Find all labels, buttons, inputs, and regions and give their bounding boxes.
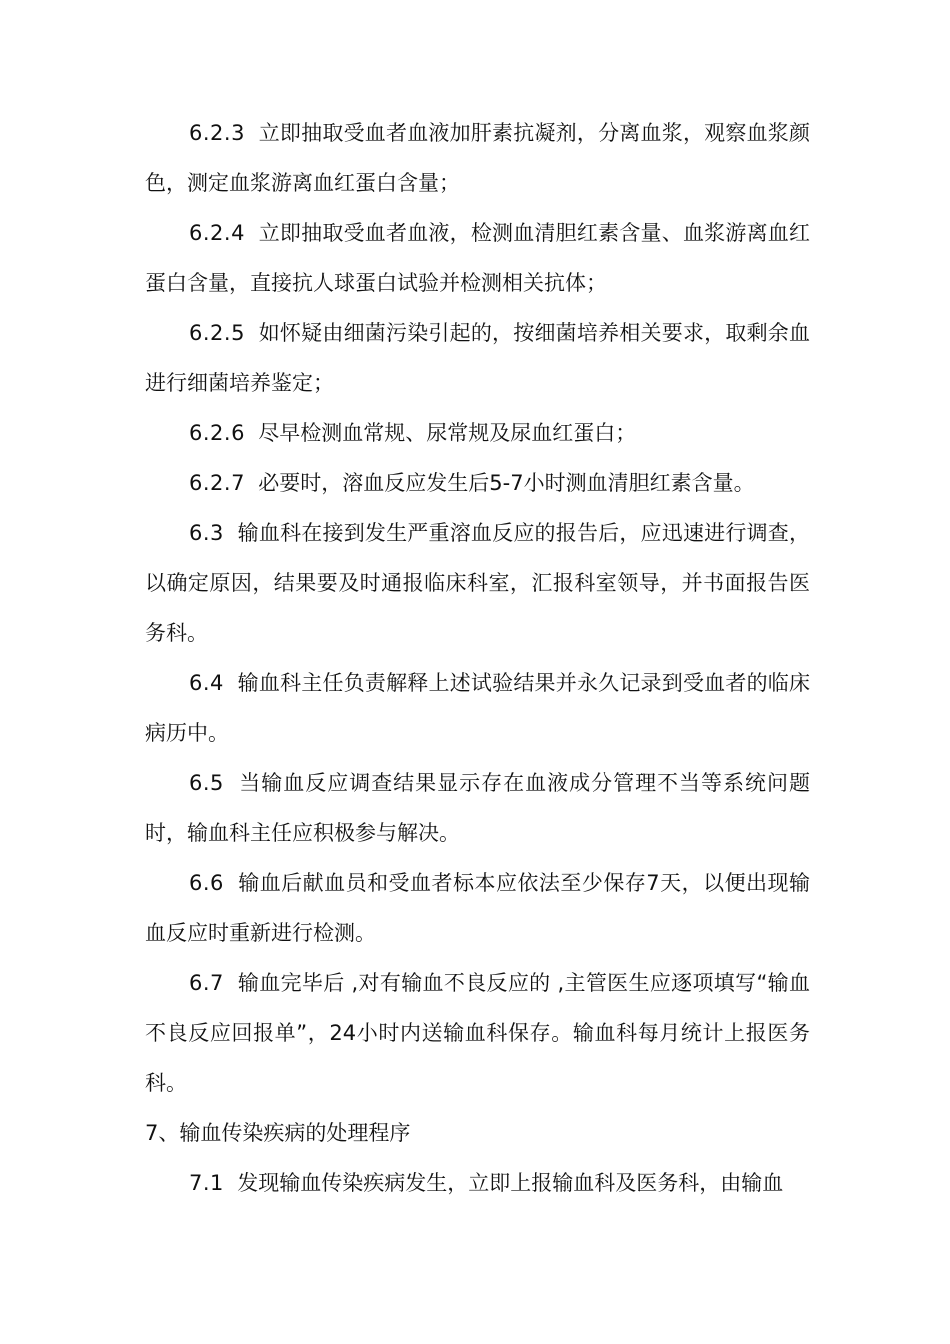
paragraph-6-2-3: [145, 108, 810, 208]
clause-number: 7.1: [189, 1171, 224, 1195]
clause-text: 输血科主任负责解释上述试验结果并永久记录到受血者的临床病历中。: [145, 671, 810, 745]
clause-number: 6.2.7: [189, 471, 245, 495]
paragraph-6-2-4: [145, 208, 810, 308]
clause-text: 当输血反应调查结果显示存在血液成分管理不当等系统问题时，输血科主任应积极参与解决。: [145, 771, 811, 845]
clause-text: 必要时，溶血反应发生后5-7小时测血清胆红素含量。: [258, 471, 755, 495]
paragraph-6-7: [145, 958, 810, 1108]
paragraph-7-1: [145, 1158, 810, 1208]
paragraph-6-2-5: [145, 308, 810, 408]
clause-number: 6.6: [189, 871, 224, 895]
document-body: [145, 108, 810, 1208]
paragraph-6-4: [145, 658, 810, 758]
clause-number: 6.2.3: [189, 121, 245, 145]
clause-number: 6.2.6: [189, 421, 245, 445]
clause-number: 6.4: [189, 671, 224, 695]
clause-text: 输血后献血员和受血者标本应依法至少保存7天，以便出现输血反应时重新进行检测。: [145, 871, 810, 945]
paragraph-6-2-7: [145, 458, 810, 508]
clause-text: 输血科在接到发生严重溶血反应的报告后，应迅速进行调查，以确定原因，结果要及时通报临床科室，汇报科室领导，并书面报告医务科。: [145, 521, 810, 645]
paragraph-6-3: [145, 508, 810, 658]
clause-text: 立即抽取受血者血液，检测血清胆红素含量、血浆游离血红蛋白含量，直接抗人球蛋白试验并检测相关抗体；: [145, 221, 810, 295]
clause-text: 输血完毕后 ,对有输血不良反应的 ,主管医生应逐项填写“输血不良反应回报单”，24小时内送输血科保存。输血科每月统计上报医务科。: [145, 971, 810, 1095]
paragraph-6-2-6: [145, 408, 810, 458]
paragraph-6-6: [145, 858, 810, 958]
paragraph-6-5: [145, 758, 810, 858]
clause-number: 6.3: [189, 521, 224, 545]
clause-number: 6.5: [189, 771, 224, 795]
clause-text: 立即抽取受血者血液加肝素抗凝剂，分离血浆，观察血浆颜色，测定血浆游离血红蛋白含量；: [145, 121, 810, 195]
clause-number: 6.2.5: [189, 321, 245, 345]
clause-text: 尽早检测血常规、尿常规及尿血红蛋白；: [258, 421, 637, 445]
clause-number: 6.2.4: [189, 221, 245, 245]
clause-number: 6.7: [189, 971, 224, 995]
clause-text: 如怀疑由细菌污染引起的，按细菌培养相关要求，取剩余血进行细菌培养鉴定；: [145, 321, 810, 395]
section-heading: 7、输血传染疾病的处理程序: [145, 1121, 411, 1145]
clause-text: 发现输血传染疾病发生，立即上报输血科及医务科，由输血: [237, 1171, 784, 1195]
